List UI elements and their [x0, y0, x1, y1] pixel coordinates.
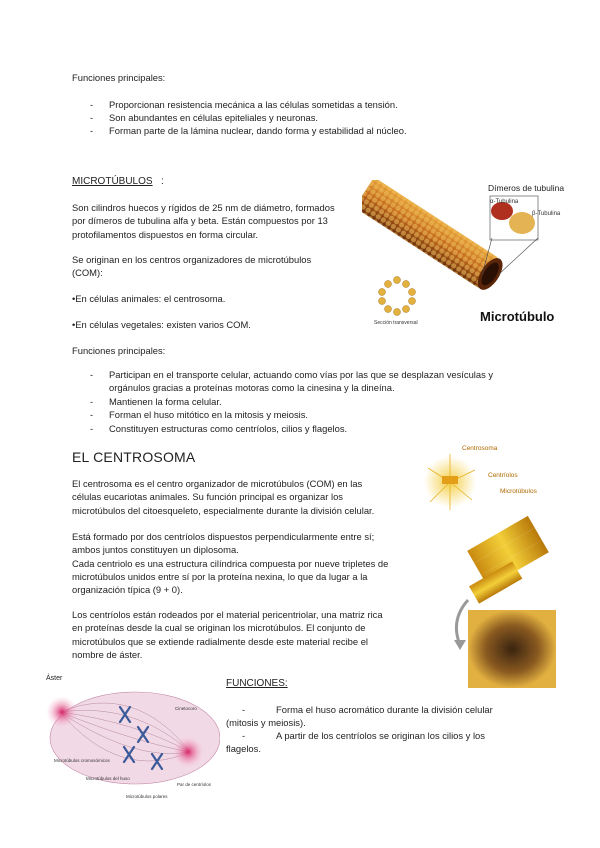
- alpha-tubulin-label: α-Tubulina: [490, 199, 519, 205]
- microtubules-paragraph-1: Son cilindros huecos y rígidos de 25 nm de diámetro, formados por dímeros de tubulina alfa y beta. Están compuestos por 13 protofilamentos dispuestos en forma circular.: [72, 202, 335, 240]
- centrosome-paragraph-3: Los centríolos están rodeados por el material pericentriolar, una matriz rica en proteínas desde la cual se originan los microtúbulos. El conjunto de microtúbulos que se extiende radialmente desde este material recibe el nombre de áster.: [72, 609, 383, 661]
- cross-section-label: Sección transversal: [374, 320, 418, 326]
- microtubules-paragraph-2: Se originan en los centros organizadores de microtúbulos (COM):: [72, 254, 312, 279]
- funciones-item-1: - Forma el huso acromático durante la división celular (mitosis y meiosis).: [226, 704, 493, 729]
- bullet-dash: -: [90, 125, 94, 136]
- aster-label: Áster: [46, 675, 63, 682]
- list-item: Proporcionan resistencia mecánica a las células sometidas a tensión.: [109, 99, 398, 110]
- microtubule-figure: [362, 180, 574, 330]
- bullet-dash: -: [90, 396, 94, 407]
- funciones-item-2: - A partir de los centríolos se originan los cilios y los flagelos.: [226, 730, 485, 755]
- spindle-figure: [40, 672, 220, 802]
- centrioles-label: Centríolos: [488, 472, 518, 479]
- bullet-dash: -: [90, 423, 94, 434]
- centriole-pair-label: Par de centríolos: [177, 782, 212, 787]
- centrosome-paragraph-1: El centrosoma es el centro organizador de microtúbulos (COM) en las células eucariotas animales. Su función principal es organizar los microtúbulos del citoesqueleto, especialmente durante la división celular.: [72, 478, 375, 516]
- functions-heading-1: Funciones principales:: [72, 72, 166, 83]
- title-colon: :: [161, 176, 164, 187]
- list-item: Participan en el transporte celular, actuando como vías por las que se desplazan vesículas y: [109, 369, 494, 380]
- animal-cells-line: •En células animales: el centrosoma.: [72, 293, 226, 304]
- plant-cells-line: •En células vegetales: existen varios COM.: [72, 319, 251, 330]
- bullet-dash: -: [90, 409, 94, 420]
- list-item: Son abundantes en células epiteliales y neuronas.: [109, 112, 319, 123]
- list-item: Forman parte de la lámina nuclear, dando forma y estabilidad al núcleo.: [109, 125, 407, 136]
- bullet-dash: -: [90, 112, 94, 123]
- bullet-dash: -: [90, 369, 94, 380]
- funciones-title: FUNCIONES:: [226, 678, 288, 689]
- list-item: Forman el huso mitótico en la mitosis y meiosis.: [109, 409, 309, 420]
- functions-heading-2: Funciones principales:: [72, 345, 166, 356]
- dimers-label: Dímeros de tubulina: [488, 183, 565, 193]
- chromosomal-microtubules-label: Microtúbulos cromosómicos: [54, 758, 110, 763]
- centrosome-figure: [420, 440, 570, 690]
- microtubule-caption: Microtúbulo: [480, 309, 555, 324]
- centrosome-title: EL CENTROSOMA: [72, 449, 196, 465]
- list-item: Constituyen estructuras como centríolos, cilios y flagelos.: [109, 423, 348, 434]
- centrosome-paragraph-2: Está formado por dos centríolos dispuestos perpendicularmente entre sí; ambos juntos constituyen un diplosoma. Cada centriolo es una estructura cilíndrica compuesta por nueve tripletes de microtúbulos unidos entre sí por la proteína nexina, lo que da lugar a la organización típica (9 + 0).: [72, 531, 389, 596]
- list-item-continuation: orgánulos gracias a proteínas motoras como la cinesina y la dineína.: [109, 382, 395, 393]
- polar-microtubules-label: Microtúbulos polares: [126, 794, 168, 799]
- spindle-microtubules-label: Microtúbulos del huso: [86, 776, 130, 781]
- microtubules-title: MICROTÚBULOS: [72, 176, 153, 187]
- bullet-dash: -: [90, 99, 94, 110]
- centrosome-label: Centrosoma: [462, 445, 498, 452]
- beta-tubulin-label: β-Tubulina: [532, 211, 561, 217]
- kinetochore-label: Cinetocoro: [175, 706, 197, 711]
- list-item: Mantienen la forma celular.: [109, 396, 222, 407]
- microtubules-label: Microtúbulos: [500, 488, 537, 495]
